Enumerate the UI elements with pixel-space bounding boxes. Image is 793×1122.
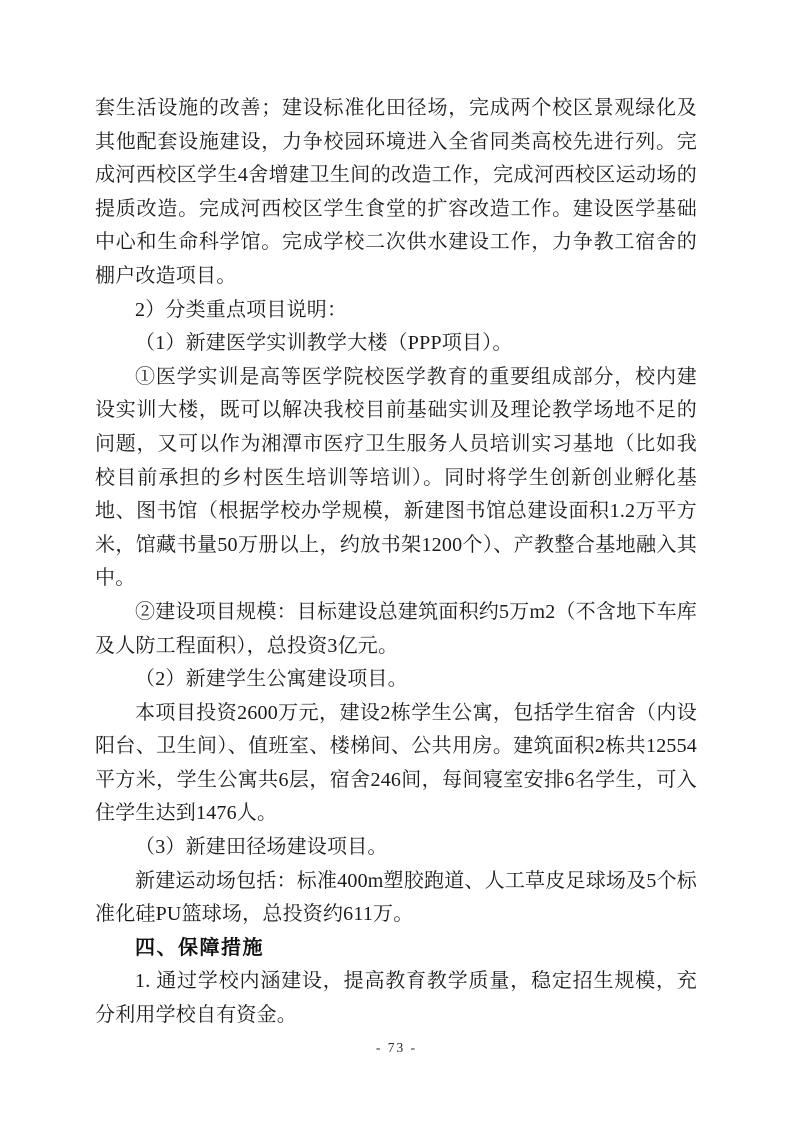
document-body xyxy=(95,92,697,1033)
paragraph-project-1-scale: ②建设项目规模：目标建设总建筑面积约5万m2（不含地下车库及人防工程面积），总投资3亿元。 xyxy=(95,600,697,657)
section-heading-safeguard-measures: 四、保障措施 xyxy=(135,936,264,959)
paragraph-project-3-detail: 新建运动场包括：标准400m塑胶跑道、人工草皮足球场及5个标准化硅PU篮球场，总投资约611万。 xyxy=(95,869,697,926)
paragraph-key-projects-label: 2）分类重点项目说明： xyxy=(135,298,348,321)
paragraph-project-3-title: （3）新建田径场建设项目。 xyxy=(135,836,388,859)
paragraph-project-1-title: （1）新建医学实训教学大楼（PPP项目）。 xyxy=(135,332,513,355)
page-number: - 73 - xyxy=(375,1040,418,1055)
paragraph-measure-1: 1. 通过学校内涵建设，提高教育教学质量，稳定招生规模，充分利用学校自有资金。 xyxy=(95,970,697,1027)
paragraph-construction-improvements: 套生活设施的改善；建设标准化田径场，完成两个校区景观绿化及其他配套设施建设，力争校园环境进入全省同类高校先进行列。完成河西校区学生4舍增建卫生间的改造工作，完成河西校区运动场的提质改造。完成河西校区学生食堂的扩容改造工作。建设医学基础中心和生命科学馆。完成学校二次供水建设工作，力争教工宿舍的棚户改造项目。 xyxy=(95,97,697,287)
paragraph-project-2-detail: 本项目投资2600万元，建设2栋学生公寓，包括学生宿舍（内设阳台、卫生间）、值班室、楼梯间、公共用房。建筑面积2栋共12554平方米，学生公寓共6层，宿舍246间，每间寝室安排6名学生，可入住学生达到1476人。 xyxy=(95,701,697,825)
paragraph-project-1-detail: ①医学实训是高等医学院校医学教育的重要组成部分，校内建设实训大楼，既可以解决我校目前基础实训及理论教学场地不足的问题，又可以作为湘潭市医疗卫生服务人员培训实习基地（比如我校目前承担的乡村医生培训等培训）。同时将学生创新创业孵化基地、图书馆（根据学校办学规模，新建图书馆总建设面积1.2万平方米，馆藏书量50万册以上，约放书架1200个）、产教整合基地融入其中。 xyxy=(95,365,697,590)
page-footer xyxy=(0,1040,793,1056)
paragraph-project-2-title: （2）新建学生公寓建设项目。 xyxy=(135,668,408,691)
